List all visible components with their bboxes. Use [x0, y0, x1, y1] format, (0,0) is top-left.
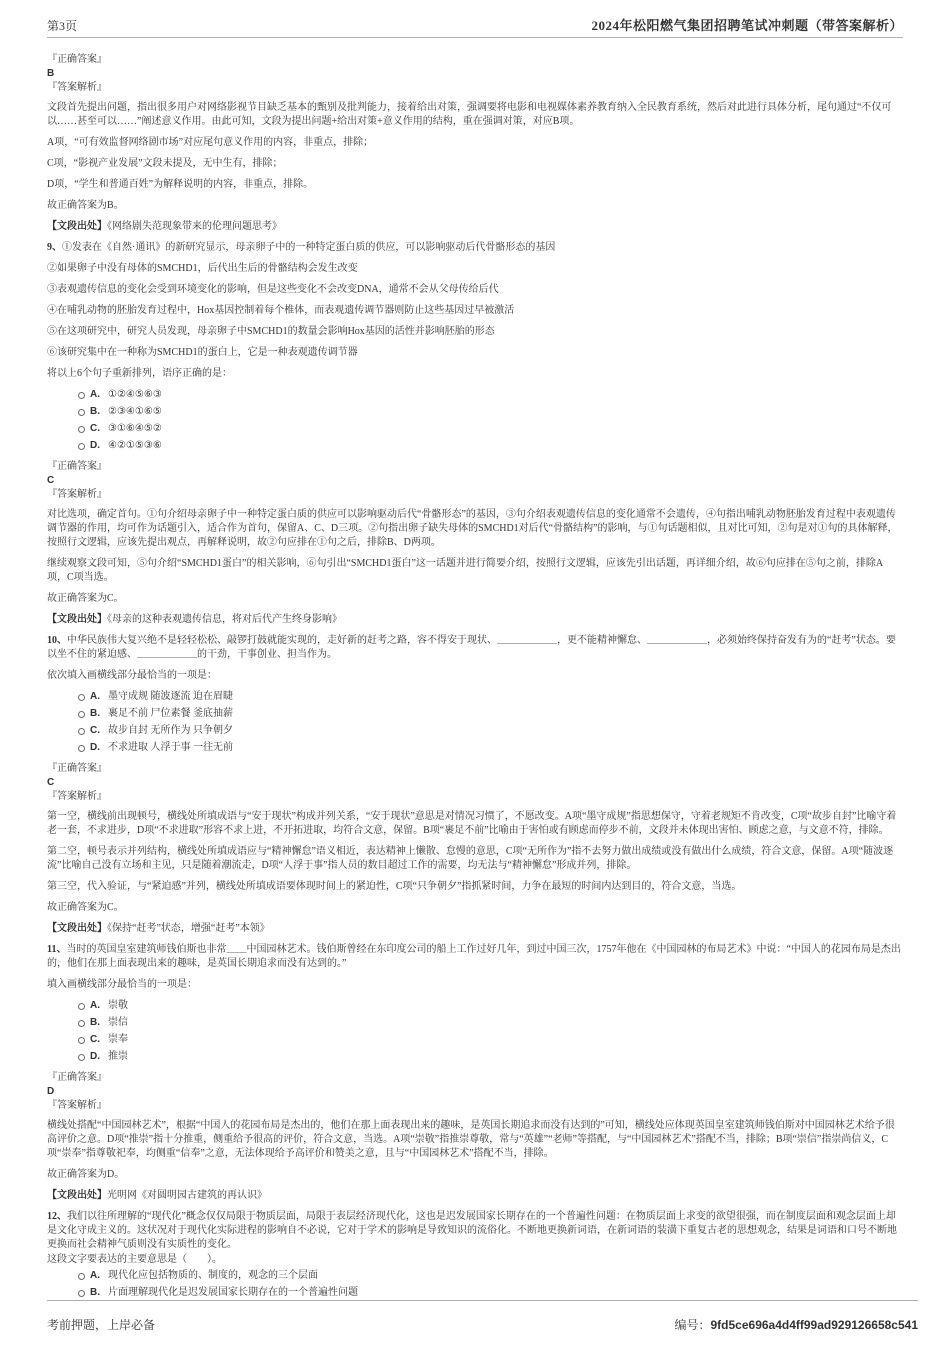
question-paragraph	[47, 943, 903, 971]
page-header	[47, 0, 903, 38]
option-row[interactable]	[47, 741, 903, 755]
option-letter: C.	[90, 423, 100, 434]
option-text: ④②①⑤③⑥	[108, 440, 162, 451]
source-line	[47, 1189, 903, 1203]
option-letter: A.	[90, 1270, 100, 1281]
paragraph: 第二空，顿号表示并列结构，横线处所填成语应与“精神懈怠”语义相近，表达精神上懒散、怠慢的意思，C项“无所作为”指不去努力做出成绩或没有做出什么成绩，符合文意，保留。A项“随波逐流”比喻自己没有立场和主见，只是随着潮流走，D项“人浮于事”指人员的数目超过工作的需要，均无法与“精神懈怠”形成并列，排除。	[47, 846, 894, 871]
option-letter: D.	[90, 1051, 100, 1062]
paragraph: ③表观遗传信息的变化会受到环境变化的影响，但是这些变化不会改变DNA，通常不会从父母传给后代	[47, 284, 499, 295]
option-text: 崇敬	[108, 1000, 128, 1011]
answer-section-label: 『答案解析』	[47, 489, 107, 500]
options-group	[47, 690, 903, 755]
question-paragraph	[47, 634, 903, 662]
source-text: 光明网《对圆明园古建筑的再认识》	[107, 1190, 267, 1201]
option-row[interactable]	[47, 1016, 903, 1030]
option-row[interactable]	[47, 388, 903, 402]
footer-slogan: 考前押题，上岸必备	[47, 1318, 156, 1332]
radio-button-icon[interactable]	[78, 409, 85, 416]
radio-button-icon[interactable]	[78, 694, 85, 701]
answer-section-label: 『正确答案』	[47, 461, 107, 472]
paragraph: 第一空，横线前出现顿号，横线处所填成语与“安于现状”构成并列关系，“安于现状”意思是对情况习惯了，不愿改变。A项“墨守成规”指思想保守，守着老规矩不肯改变，C项“故步自封”比喻守着老一套，不求进步，D项“不求进取”形容不求上进，不开拓进取，均符合文意，保留。B项“裹足不前”比喻由于害怕或有顾虑而停步不前，文段并未体现出害怕、顾虑之意，与文意不符，排除。	[47, 811, 897, 836]
radio-button-icon[interactable]	[78, 392, 85, 399]
source-text: 《网络剧失范现象带来的伦理问题思考》	[107, 221, 282, 232]
paragraph: ②如果卵子中没有母体的SMCHD1，后代出生后的骨骼结构会发生改变	[47, 263, 358, 274]
option-letter: D.	[90, 742, 100, 753]
answer-section-label: 『正确答案』	[47, 763, 107, 774]
source-line	[47, 613, 903, 627]
option-text: ②③④①⑥⑤	[108, 406, 162, 417]
option-text: 故步自封 无所作为 只争朝夕	[108, 725, 233, 736]
paragraph: 故正确答案为C。	[47, 593, 124, 604]
option-letter: B.	[90, 1017, 100, 1028]
footer-serial-value: 9fd5ce696a4d4ff99ad929126658c541	[710, 1318, 918, 1332]
question-number: 11、	[47, 944, 67, 955]
question-text: 中华民族伟大复兴绝不是轻轻松松、敲锣打鼓就能实现的，走好新的赶考之路，容不得安于现状、＿＿＿＿＿＿，更不能精神懈怠、＿＿＿＿＿＿，必须始终保持奋发有为的“赶考”状态。要以坐不住的紧迫感、＿＿＿＿＿＿的干劲，干事创业、担当作为。	[47, 635, 896, 660]
paragraph: 横线处搭配“中国园林艺术”，根据“中国人的花园布局是杰出的，他们在那上面表现出来的趣味，是英国长期追求而没有达到的”可知，横线处应体现英国皇室建筑师钱伯斯对中国园林艺术给予很高评价之意。D项“推崇”指十分推重，侧重给予很高的评价，符合文意，当选。A项“崇敬”指推崇尊敬，常与“英雄”“老师”等搭配，与“中国园林艺术”搭配不当，排除；B项“崇信”指崇尚信义，C项“崇奉”指尊敬祀奉，均侧重“信奉”之意，无法体现给予高评价和赞美之意，且与“中国园林艺术”搭配不当，排除。	[47, 1120, 895, 1159]
source-label: 【文段出处】	[47, 1190, 107, 1201]
paragraph: 故正确答案为D。	[47, 1169, 125, 1180]
option-text: 崇信	[108, 1017, 128, 1028]
option-text: 裹足不前 尸位素餐 釜底抽薪	[108, 708, 233, 719]
paragraph: ④在哺乳动物的胚胎发育过程中，Hox基因控制着每个椎体，而表观遗传调节器则防止这些基因过早被激活	[47, 305, 515, 316]
option-letter: B.	[90, 406, 100, 417]
page-footer	[47, 1300, 918, 1333]
option-letter: C.	[90, 725, 100, 736]
radio-button-icon[interactable]	[78, 728, 85, 735]
source-label: 【文段出处】	[47, 923, 107, 934]
option-row[interactable]	[47, 405, 903, 419]
option-text: 现代化应包括物质的、制度的，观念的三个层面	[108, 1270, 318, 1281]
radio-button-icon[interactable]	[78, 1037, 85, 1044]
question-text: 我们以往所理解的“现代化”概念仅仅局限于物质层面，局限于表层经济现代化，这也是迟发展国家长期存在的一个普遍性问题：在物质层面上求变的欲望很强，而在制度层面和观念层面上却是文化守成主义的。这状况对于现代化实际进程的影响自不必说，它对于学术的影响是导致知识的流俗化。不断地更换新词语，在新词语的装潢下重复古老的思想观念，结果是词语和口号不断地更换而社会精神气质则没有实质性的变化。	[47, 1211, 897, 1250]
option-text: 推崇	[108, 1051, 128, 1062]
option-text: 墨守成规 随波逐流 迫在眉睫	[108, 691, 233, 702]
option-row[interactable]	[47, 422, 903, 436]
answer-letter: C	[47, 777, 55, 788]
radio-button-icon[interactable]	[78, 711, 85, 718]
source-label: 【文段出处】	[47, 614, 107, 625]
option-row[interactable]	[47, 1269, 903, 1283]
document-body	[47, 48, 903, 1305]
answer-section-label: 『正确答案』	[47, 1072, 107, 1083]
question-text: 当时的英国皇室建筑师钱伯斯也非常＿＿中国园林艺术。钱伯斯曾经在东印度公司的船上工作过好几年，到过中国三次，1757年他在《中国园林的布局艺术》中说：“中国人的花园布局是杰出的，他们在那上面表现出来的趣味，是英国长期追求而没有达到的。”	[47, 944, 901, 969]
options-group	[47, 999, 903, 1064]
paragraph: 这段文字要表达的主要意思是（ ）。	[47, 1254, 222, 1265]
option-row[interactable]	[47, 999, 903, 1013]
question-text: ①发表在《自然·通讯》的新研究显示，母亲卵子中的一种特定蛋白质的供应，可以影响驱动后代骨骼形态的基因	[62, 242, 556, 253]
answer-letter: B	[47, 68, 55, 79]
paragraph: 对比选项，确定首句。①句介绍母亲卵子中一种特定蛋白质的供应可以影响驱动后代“骨骼形态”的基因，③句介绍表观遗传信息的变化通常不会遗传，④句指出哺乳动物胚胎发育过程中表观遗传调节器的作用，均可作为话题引入，适合作为首句，保留A、C、D三项。②句指出卵子缺失母体的SMCHD1对后代“骨骼结构”的影响，与①句话题相似，且对比可知，②句是对①句的具体解释，按照行文逻辑，应该先提出观点，再解释说明，故②句应排在①句之后，排除B、D两项。	[47, 509, 898, 548]
footer-serial-label: 编号：	[674, 1318, 711, 1332]
paragraph: A项，“可有效监督网络剧市场”对应尾句意义作用的内容，非重点，排除；	[47, 137, 374, 148]
footer-serial	[674, 1316, 918, 1333]
source-line	[47, 220, 903, 234]
option-row[interactable]	[47, 1050, 903, 1064]
option-letter: C.	[90, 1034, 100, 1045]
option-text: 不求进取 人浮于事 一往无前	[108, 742, 233, 753]
paragraph: 继续观察文段可知，⑤句介绍“SMCHD1蛋白”的相关影响，⑥句引出“SMCHD1蛋白”这一话题并进行简要介绍，按照行文逻辑，应该先引出话题，再详细介绍，故⑥句应排在⑤句之前，排除A项，C项当选。	[47, 558, 884, 583]
question-number: 12、	[47, 1211, 67, 1222]
answer-letter: D	[47, 1086, 55, 1097]
option-row[interactable]	[47, 707, 903, 721]
source-line	[47, 922, 903, 936]
paragraph: 故正确答案为C。	[47, 902, 124, 913]
paragraph: 故正确答案为B。	[47, 200, 124, 211]
radio-button-icon[interactable]	[78, 1054, 85, 1061]
option-letter: A.	[90, 389, 100, 400]
answer-section-label: 『答案解析』	[47, 1100, 107, 1111]
option-text: ①②④⑤⑥③	[108, 389, 162, 400]
question-paragraph	[47, 1210, 903, 1252]
question-number: 10、	[47, 635, 67, 646]
source-label: 【文段出处】	[47, 221, 107, 232]
paragraph: D项，“学生和普通百姓”为解释说明的内容，非重点，排除。	[47, 179, 314, 190]
radio-button-icon[interactable]	[78, 1003, 85, 1010]
answer-letter: C	[47, 475, 55, 486]
option-letter: A.	[90, 1000, 100, 1011]
paragraph: ⑤在这项研究中，研究人员发现，母亲卵子中SMCHD1的数量会影响Hox基因的活性并影响胚胎的形态	[47, 326, 495, 337]
options-group	[47, 388, 903, 453]
paragraph: 文段首先提出问题，指出很多用户对网络影视节目缺乏基本的甄别及批判能力，接着给出对策，强调要将电影和电视媒体素养教育纳入全民教育系统，然后对此进行具体分析，尾句通过“不仅可以……甚至可以……”阐述意义作用。由此可知，文段为提出问题+给出对策+意义作用的结构，重在强调对策，对应B项。	[47, 102, 892, 127]
option-text: 崇奉	[108, 1034, 128, 1045]
option-letter: B.	[90, 1287, 100, 1298]
radio-button-icon[interactable]	[78, 1273, 85, 1280]
option-letter: D.	[90, 440, 100, 451]
radio-button-icon[interactable]	[78, 443, 85, 450]
radio-button-icon[interactable]	[78, 426, 85, 433]
paragraph: 第三空，代入验证，与“紧迫感”并列，横线处所填成语要体现时间上的紧迫性，C项“只争朝夕”指抓紧时间，力争在最短的时间内达到目的，符合文意，当选。	[47, 881, 742, 892]
document-title: 2024年松阳燃气集团招聘笔试冲刺题（带答案解析）	[591, 18, 903, 33]
paragraph: ⑥该研究集中在一种称为SMCHD1的蛋白上，它是一种表观遗传调节器	[47, 347, 358, 358]
source-text: 《母亲的这种表观遗传信息，将对后代产生终身影响》	[107, 614, 342, 625]
paragraph: 将以上6个句子重新排列，语序正确的是：	[47, 368, 232, 379]
source-text: 《保持“赶考”状态，增强“赶考”本领》	[107, 923, 270, 934]
option-letter: B.	[90, 708, 100, 719]
question-number: 9、	[47, 242, 62, 253]
radio-button-icon[interactable]	[78, 1020, 85, 1027]
option-letter: A.	[90, 691, 100, 702]
option-text: 片面理解现代化是迟发展国家长期存在的一个普遍性问题	[108, 1287, 358, 1298]
answer-section-label: 『答案解析』	[47, 82, 107, 93]
answer-section-label: 『答案解析』	[47, 791, 107, 802]
option-row[interactable]	[47, 724, 903, 738]
paragraph: C项，“影视产业发展”文段未提及，无中生有，排除；	[47, 158, 283, 169]
radio-button-icon[interactable]	[78, 1290, 85, 1297]
page-number: 第3页	[47, 19, 78, 33]
option-row[interactable]	[47, 439, 903, 453]
answer-section-label: 『正确答案』	[47, 54, 107, 65]
option-row[interactable]	[47, 1286, 903, 1300]
radio-button-icon[interactable]	[78, 745, 85, 752]
option-row[interactable]	[47, 690, 903, 704]
question-paragraph	[47, 241, 903, 255]
paragraph: 依次填入画横线部分最恰当的一项是：	[47, 670, 217, 681]
option-row[interactable]	[47, 1033, 903, 1047]
paragraph: 填入画横线部分最恰当的一项是：	[47, 979, 197, 990]
option-text: ③①⑥④⑤②	[108, 423, 162, 434]
